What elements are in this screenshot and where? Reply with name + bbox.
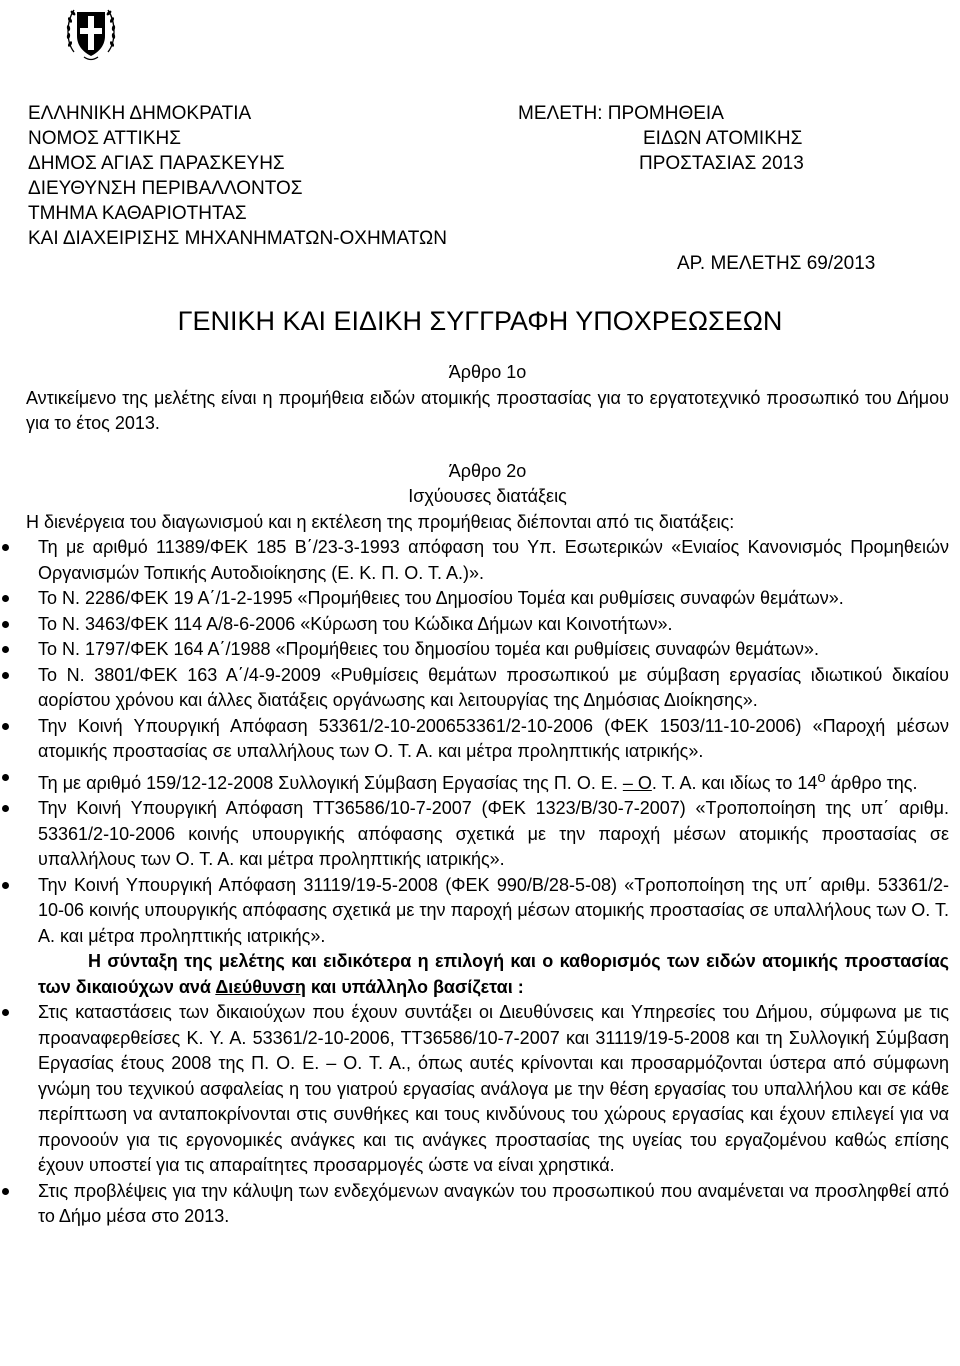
list-item: Το Ν. 2286/ΦΕΚ 19 Α΄/1-2-1995 «Προμήθειες του Δημοσίου Τομέα και ρυθμίσεις συναφών θεμάτων».	[26, 586, 949, 612]
bullet-icon	[2, 805, 9, 812]
issuer-header	[28, 101, 447, 251]
bullet-icon	[2, 1009, 9, 1016]
bullet-icon	[2, 646, 9, 653]
study-header	[518, 101, 876, 276]
study-title-line3: ΠΡΟΣΤΑΣΙΑΣ 2013	[639, 153, 804, 174]
list-item: Την Κοινή Υπουργική Απόφαση ΤΤ36586/10-7-2007 (ΦΕΚ 1323/Β/30-7-2007) «Τροποποίηση της υπ΄ αριθμ. 53361/2-10-2006 κοινής υπουργικής απόφασης σχετικά με την παροχή μέσων ατομικής προστασίας σε υπαλλήλους των Ο. Τ. Α. και μέτρα προληπτικής ιατρικής».	[26, 796, 949, 873]
study-label: ΜΕΛΕΤΗ: ΠΡΟΜΗΘΕΙΑ	[518, 103, 724, 124]
bullet-icon	[2, 621, 9, 628]
document-title: ΓΕΝΙΚΗ ΚΑΙ ΕΙΔΙΚΗ ΣΥΓΓΡΑΦΗ ΥΠΟΧΡΕΩΣΕΩΝ	[177, 306, 783, 336]
list-item: Το Ν. 3463/ΦΕΚ 114 Α/8-6-2006 «Κύρωση του Κώδικα Δήμων και Κοινοτήτων».	[26, 612, 949, 638]
article-2-subheading: Ισχύουσες διατάξεις	[408, 486, 567, 506]
greek-republic-emblem	[64, 2, 118, 64]
article-1-heading: Άρθρο 1ο	[448, 362, 527, 382]
selection-basis-paragraph: Η σύνταξη της μελέτης και ειδικότερα η επιλογή και ο καθορισμός των ειδών ατομικής προστασίας των δικαιούχων ανά Διεύθυνση και υπάλληλο βασίζεται :	[38, 951, 949, 997]
bullet-icon	[2, 672, 9, 679]
bullet-icon	[2, 595, 9, 602]
study-number: ΑΡ. ΜΕΛΕΤΗΣ 69/2013	[677, 253, 876, 274]
list-item: Τη με αριθμό 159/12-12-2008 Συλλογική Σύμβαση Εργασίας της Π. Ο. Ε. – Ο. Τ. Α. και ιδίως το $14^o$ άρθρο της.	[26, 765, 949, 797]
list-item: Την Κοινή Υπουργική Απόφαση 31119/19-5-2008 (ΦΕΚ 990/Β/28-5-08) «Τροποποίηση της υπ΄ αριθμ. 53361/2-10-06 κοινής υπουργικής απόφασης σχετικά με την παροχή μέσων ατομικής προστασίας σε υπαλλήλους των Ο. Τ. Α. και μέτρα προληπτικής ιατρικής».	[26, 873, 949, 950]
document-body	[26, 360, 949, 1230]
list-item: Στις προβλέψεις για την κάλυψη των ενδεχόμενων αναγκών του προσωπικού που αναμένεται να προσληφθεί από το Δήμο μέσα στο 2013.	[26, 1179, 949, 1230]
bullet-icon	[2, 774, 9, 781]
bullet-icon	[2, 882, 9, 889]
list-item: Την Κοινή Υπουργική Απόφαση 53361/2-10-200653361/2-10-2006 (ΦΕΚ 1503/11-10-2006) «Παροχή μέσων ατομικής προστασίας σε υπαλλήλους των Ο. Τ. Α. και μέτρα προληπτικής ιατρικής».	[26, 714, 949, 765]
header-department: ΤΜΗΜΑ ΚΑΘΑΡΙΟΤΗΤΑΣ	[28, 203, 247, 224]
bullet-icon	[2, 1188, 9, 1195]
header-prefecture: ΝΟΜΟΣ ΑΤΤΙΚΗΣ	[28, 128, 181, 149]
header-department-cont: ΚΑΙ ΔΙΑΧΕΙΡΙΣΗΣ ΜΗΧΑΝΗΜΑΤΩΝ-ΟΧΗΜΑΤΩΝ	[28, 228, 447, 249]
list-item: Στις καταστάσεις των δικαιούχων που έχουν συντάξει οι Διευθύνσεις και Υπηρεσίες του Δήμου, σύμφωνα με τις προαναφερθείσες Κ. Υ. Α. 53361/2-10-2006, ΤΤ36586/10-7-2007 και 31119/19-5-2008 και τη Συλλογική Σύμβαση Εργασίας έτους 2008 της Π. Ο. Ε. – Ο. Τ. Α., όπως αυτές κρίνονται και προσαρμόζονται ύστερα από σύμφωνη γνώμη του τεχνικού ασφαλείας η του γιατρού εργασίας ανάλογα με την θέση εργασίας του υπαλλήλου και σε κάθε περίπτωση να ανταποκρίνονται στις συνθήκες και τους κινδύνους του χώρους εργασίας και έχουν επιλεγεί για να προνοούν για τις εργονομικές ανάγκες και τις ανάγκες προστασίας της υγείας του εργαζομένου καθώς επίσης έχουν υποστεί για τις απαραίτητες προσαρμογές ώστε να είναι χρηστικά.	[26, 1000, 949, 1179]
bullet-icon	[2, 544, 9, 551]
article-2-heading: Άρθρο 2ο	[448, 460, 527, 481]
article-2-intro: Η διενέργεια του διαγωνισμού και η εκτέλεση της προμήθειας διέπονται από τις διατάξεις:	[26, 511, 735, 532]
header-directorate: ΔΙΕΥΘΥΝΣΗ ΠΕΡΙΒΑΛΛΟΝΤΟΣ	[28, 178, 303, 199]
list-item: Το Ν. 3801/ΦΕΚ 163 Α΄/4-9-2009 «Ρυθμίσεις θεμάτων προσωπικού με σύμβαση εργασίας ιδιωτικού δικαίου αορίστου χρόνου και άλλες διατάξεις οργάνωσης και λειτουργίας της Δημόσιας Διοίκησης».	[26, 663, 949, 714]
bullet-icon	[2, 723, 9, 730]
study-title-line2: ΕΙΔΩΝ ΑΤΟΜΙΚΗΣ	[643, 128, 803, 149]
header-republic: ΕΛΛΗΝΙΚΗ ΔΗΜΟΚΡΑΤΙΑ	[28, 103, 252, 124]
list-item: Το Ν. 1797/ΦΕΚ 164 Α΄/1988 «Προμήθειες του δημοσίου τομέα και ρυθμίσεις συναφών θεμάτων».	[26, 637, 949, 663]
list-item: Τη με αριθμό 11389/ΦΕΚ 185 Β΄/23-3-1993 απόφαση του Υπ. Εσωτερικών «Ενιαίος Κανονισμός Προμηθειών Οργανισμών Τοπικής Αυτοδιοίκησης (Ε. Κ. Π. Ο. Τ. Α.)».	[26, 535, 949, 586]
selection-basis-list	[26, 1000, 949, 1230]
header-municipality: ΔΗΜΟΣ ΑΓΙΑΣ ΠΑΡΑΣΚΕΥΗΣ	[28, 153, 285, 174]
article-1-text: Αντικείμενο της μελέτης είναι η προμήθεια ειδών ατομικής προστασίας για το εργατοτεχνικό προσωπικό του Δήμου για το έτος 2013.	[26, 387, 949, 433]
regulations-list	[26, 535, 949, 949]
